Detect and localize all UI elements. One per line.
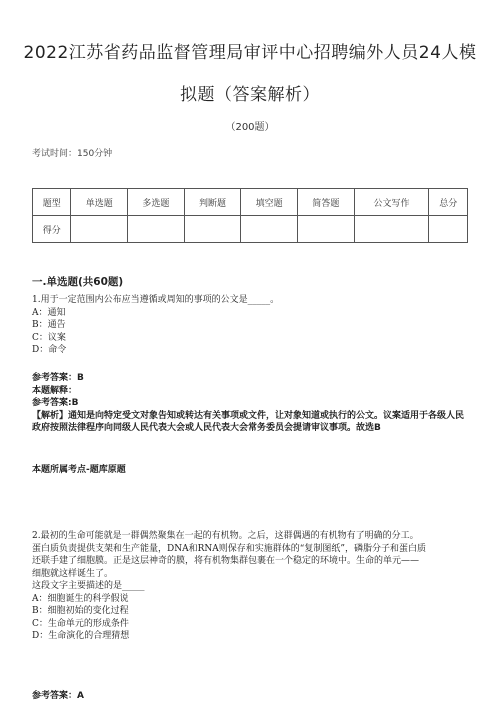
score-header-cell: 判断题 <box>184 189 241 216</box>
analysis-label: 本题解释： <box>32 385 78 396</box>
option-c: C：生命单元的形成条件 <box>32 618 129 629</box>
option-b: B：细胞初始的变化过程 <box>32 606 129 616</box>
question-1 <box>32 294 472 357</box>
score-cell <box>354 216 429 243</box>
analysis-text: 【解析】通知是向特定受文对象告知或转达有关事项或文件，让对象知道或执行的公文。议案适用于各级人民政府按照法律程序向同级人民代表大会或人民代表大会常务委员会提请审议事项。故选B <box>32 410 465 433</box>
score-cell <box>71 216 128 243</box>
section-title: 一.单选题(共60题) <box>32 276 124 288</box>
question-stem-line: 还联手建了细胞膜。正是这层神奇的膜，将有机物集群包裹在一个稳定的环境中。生命的单元—— <box>32 556 420 566</box>
question-2-answer: 参考答案：A <box>32 691 84 701</box>
question-1-answer-block <box>32 372 472 435</box>
score-header-cell: 总分 <box>429 189 468 216</box>
score-header-cell: 题型 <box>33 189 71 216</box>
score-cell <box>184 216 241 243</box>
exam-time: 考试时间：150分钟 <box>32 149 113 159</box>
option-b: B：通告 <box>32 320 66 330</box>
question-2 <box>32 530 472 643</box>
score-row-label: 得分 <box>33 216 71 243</box>
score-header-cell: 多选题 <box>128 189 185 216</box>
question-stem-line: 蛋白质负责提供支架和生产能量，DNA和RNA则保存和实施群体的“复制图纸”，磷脂分子和蛋白质 <box>32 543 426 554</box>
question-1-topic: 本题所属考点-题库原题 <box>32 465 126 475</box>
question-stem-line: 2.最初的生命可能就是一群偶然聚集在一起的有机物。之后，这群偶遇的有机物有了明确的分工。 <box>32 531 419 541</box>
question-stem: 1.用于一定范围内公布应当遵循或周知的事项的公文是_____。 <box>32 295 280 305</box>
score-table-header-row <box>33 189 468 216</box>
question-count: （200题） <box>225 122 275 133</box>
option-d: D：生命演化的合理猜想 <box>32 631 130 641</box>
option-a: A：细胞诞生的科学假说 <box>32 593 129 604</box>
score-cell <box>128 216 185 243</box>
document-title-line-2: 拟题（答案解析） <box>180 85 320 105</box>
answer-repeat: 参考答案:B <box>32 398 79 408</box>
score-table <box>32 188 468 243</box>
score-cell <box>298 216 355 243</box>
score-table-score-row <box>33 216 468 243</box>
score-header-cell: 简答题 <box>298 189 355 216</box>
option-a: A：通知 <box>32 307 66 318</box>
document-title-line-1: 2022江苏省药品监督管理局审评中心招聘编外人员24人模 <box>23 43 477 63</box>
score-header-cell: 公文写作 <box>354 189 429 216</box>
option-c: C：议案 <box>32 332 66 343</box>
score-header-cell: 填空题 <box>241 189 298 216</box>
score-header-cell: 单选题 <box>71 189 128 216</box>
question-stem-line: 这段文字主要描述的是_____ <box>32 581 145 591</box>
score-cell <box>241 216 298 243</box>
question-stem-line: 细胞就这样诞生了。 <box>32 568 114 579</box>
option-d: D：命令 <box>32 345 67 355</box>
score-cell <box>429 216 468 243</box>
answer: 参考答案：B <box>32 373 84 383</box>
